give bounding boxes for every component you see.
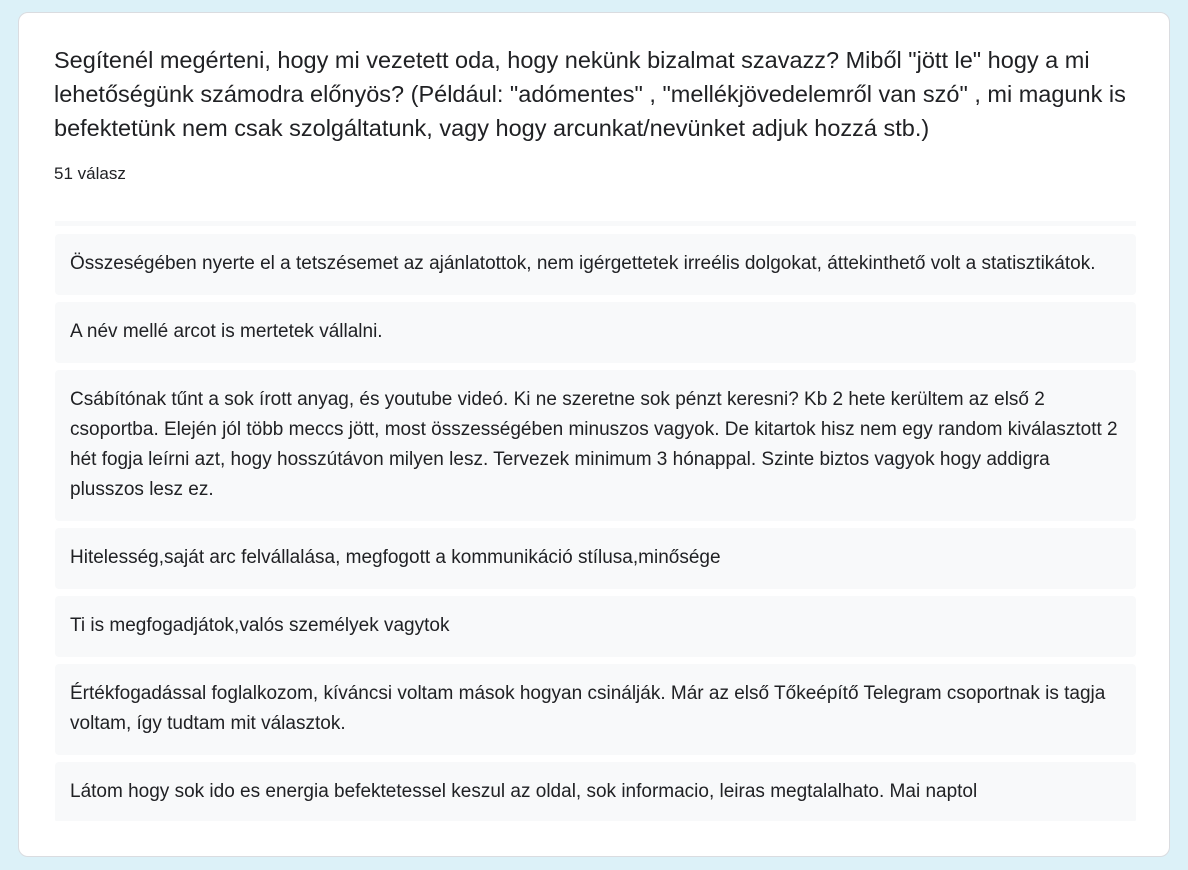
question-title: Segítenél megérteni, hogy mi vezetett oda, hogy nekünk bizalmat szavazz? Miből "jött le" hogy a mi lehetőségünk számodra előnyös? (Például: "adómentes" , "mellékjövedelemről van szó" , mi magunk is befektetünk nem csak szolgáltatunk, vagy hogy arcunkat/nevünket adjuk hozzá stb.) [54,47,1126,141]
response-count: 51 válasz [54,164,126,183]
list-top-edge [55,221,1136,226]
response-item: Összeségében nyerte el a tetszésemet az ajánlatottok, nem igérgettetek irreélis dolgokat, áttekinthető volt a statisztikátok. [55,234,1136,295]
response-item: A név mellé arcot is mertetek vállalni. [55,302,1136,363]
response-item: Csábítónak tűnt a sok írott anyag, és youtube videó. Ki ne szeretne sok pénzt keresni? Kb 2 hete kerültem az első 2 csoportba. Elején jól több meccs jött, most összességében minuszos vagyok. De kitartok hisz nem egy random kiválasztott 2 hét fogja leírni azt, hogy hosszútávon milyen lesz. Tervezek minimum 3 hónappal. Szinte biztos vagyok hogy addigra plusszos lesz ez. [55,370,1136,521]
response-item: Ti is megfogadjátok,valós személyek vagytok [55,596,1136,657]
question-card [18,12,1170,857]
response-item: Értékfogadással foglalkozom, kíváncsi voltam mások hogyan csinálják. Már az első Tőkeépítő Telegram csoportnak is tagja voltam, így tudtam mit választok. [55,664,1136,755]
responses-list[interactable] [55,221,1136,821]
response-item: Hitelesség,saját arc felvállalása, megfogott a kommunikáció stílusa,minősége [55,528,1136,589]
response-item: Látom hogy sok ido es energia befektetessel keszul az oldal, sok informacio, leiras megtalalhato. Mai naptol [55,762,1136,821]
